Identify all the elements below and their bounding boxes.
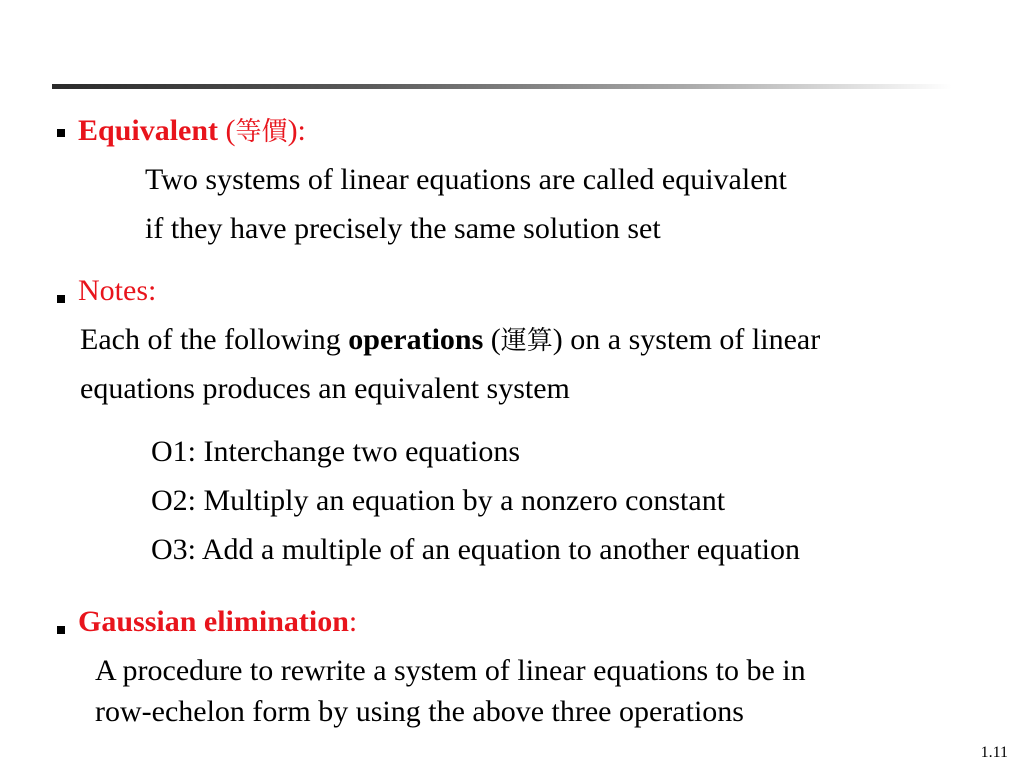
bullet-notes bbox=[57, 295, 65, 303]
equivalent-definition-line-2: if they have precisely the same solution set bbox=[145, 212, 661, 245]
bullet-gaussian bbox=[57, 626, 65, 634]
gaussian-heading bbox=[78, 604, 357, 640]
operation-o2: O2: Multiply an equation by a nonzero constant bbox=[151, 484, 726, 517]
notes-line-2: equations produces an equivalent system bbox=[80, 372, 570, 405]
equivalent-close-paren: ): bbox=[287, 114, 306, 147]
operation-o3: O3: Add a multiple of an equation to another equation bbox=[151, 533, 801, 566]
bullet-equivalent bbox=[57, 129, 65, 137]
equivalent-cjk-term: 等價 bbox=[235, 117, 288, 147]
notes-heading: Notes: bbox=[78, 274, 157, 307]
operation-o1: O1: Interchange two equations bbox=[151, 435, 521, 468]
title-rule bbox=[52, 84, 952, 89]
gaussian-term: Gaussian elimination bbox=[78, 605, 349, 638]
notes-line-1-start: Each of the following bbox=[80, 323, 349, 356]
gaussian-colon: : bbox=[348, 605, 358, 638]
page-number: 1.11 bbox=[980, 744, 1008, 761]
notes-cjk-term: 運算 bbox=[500, 326, 553, 356]
notes-open-paren: ( bbox=[483, 323, 501, 356]
gaussian-definition-line-1: A procedure to rewrite a system of linear equations to be in bbox=[95, 654, 806, 687]
equivalent-heading bbox=[78, 113, 306, 150]
gaussian-definition-line-2: row-echelon form by using the above three operations bbox=[95, 695, 744, 728]
notes-line-1-end: ) on a system of linear bbox=[552, 323, 821, 356]
equivalent-open-paren: ( bbox=[218, 114, 236, 147]
equivalent-term: Equivalent bbox=[78, 114, 219, 147]
equivalent-definition-line-1: Two systems of linear equations are called equivalent bbox=[145, 163, 787, 196]
notes-line-1 bbox=[80, 322, 820, 359]
notes-operations-term: operations bbox=[348, 323, 484, 356]
